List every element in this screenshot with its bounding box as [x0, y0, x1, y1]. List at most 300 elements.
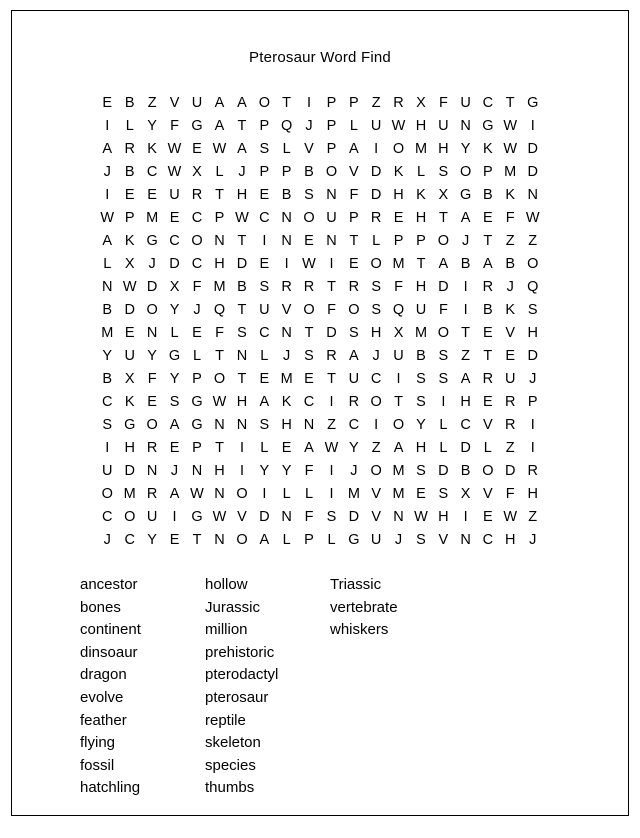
grid-letter: P — [304, 532, 314, 548]
grid-letter: R — [124, 141, 135, 157]
grid-row — [96, 414, 544, 437]
grid-letter: T — [237, 233, 247, 249]
word-list-item: bones — [80, 598, 121, 616]
word-list-item: Triassic — [330, 576, 382, 593]
grid-letter: E — [483, 509, 493, 525]
grid-letter: C — [169, 233, 180, 249]
grid-letter: I — [262, 486, 267, 502]
grid-letter: I — [441, 394, 446, 410]
grid-letter: T — [416, 256, 426, 272]
grid-letter: P — [192, 440, 202, 456]
grid-letter: M — [392, 256, 405, 272]
grid-letter: O — [191, 233, 203, 249]
grid-letter: H — [415, 210, 427, 226]
grid-letter: W — [503, 118, 518, 134]
grid-letter: W — [503, 509, 518, 525]
grid-letter: V — [483, 417, 493, 433]
grid-letter: N — [527, 187, 538, 203]
grid-letter: T — [394, 394, 403, 410]
word-list-item: Jurassic — [205, 598, 261, 616]
grid-letter: T — [215, 187, 224, 203]
grid-letter: Z — [147, 95, 157, 111]
grid-row — [96, 115, 544, 138]
grid-letter: U — [370, 532, 382, 548]
grid-letter: W — [391, 118, 406, 134]
grid-letter: D — [527, 348, 538, 364]
grid-letter: B — [237, 279, 247, 295]
grid-letter: R — [504, 394, 516, 410]
grid-letter: G — [191, 118, 203, 134]
grid-letter: A — [237, 95, 247, 111]
grid-letter: U — [124, 348, 135, 364]
grid-letter: Q — [392, 302, 405, 318]
grid-letter: H — [415, 118, 427, 134]
grid-letter: P — [326, 141, 337, 157]
grid-letter: B — [483, 187, 493, 203]
grid-letter: U — [415, 302, 427, 318]
grid-letter: L — [170, 325, 179, 341]
grid-letter: X — [124, 371, 135, 387]
grid-letter: I — [329, 486, 334, 502]
grid-letter: E — [169, 532, 180, 548]
grid-letter: Z — [505, 233, 515, 249]
grid-letter: E — [483, 325, 493, 341]
grid-letter: T — [304, 325, 314, 341]
grid-letter: U — [146, 509, 158, 525]
grid-letter: I — [374, 141, 379, 157]
grid-letter: O — [258, 95, 270, 111]
grid-letter: S — [438, 371, 449, 387]
word-list-item: continent — [80, 621, 141, 639]
grid-letter: E — [259, 371, 270, 387]
grid-letter: L — [416, 164, 426, 180]
grid-letter: S — [259, 279, 270, 295]
grid-letter: J — [148, 256, 156, 272]
word-list-column-2 — [205, 574, 330, 800]
grid-letter: M — [101, 325, 114, 341]
grid-letter: B — [460, 463, 471, 479]
grid-letter: S — [349, 325, 359, 341]
grid-letter: R — [146, 486, 158, 502]
grid-letter: K — [505, 187, 516, 203]
grid-letter: O — [392, 417, 405, 433]
grid-letter: P — [393, 233, 404, 249]
grid-letter: N — [102, 279, 113, 295]
grid-letter: Z — [528, 233, 538, 249]
grid-letter: V — [483, 486, 493, 502]
grid-letter: O — [146, 302, 158, 318]
grid-letter: T — [237, 118, 247, 134]
grid-letter: W — [414, 509, 428, 525]
grid-letter: L — [192, 348, 202, 364]
grid-letter: S — [102, 417, 113, 433]
grid-letter: L — [215, 164, 224, 180]
grid-letter: V — [438, 532, 449, 548]
grid-letter: D — [460, 440, 471, 456]
grid-letter: X — [192, 164, 202, 180]
grid-letter: C — [482, 95, 494, 111]
grid-letter: O — [392, 141, 405, 157]
grid-letter: N — [460, 532, 471, 548]
grid-letter: N — [303, 417, 315, 433]
grid-letter: O — [124, 509, 136, 525]
grid-letter: P — [214, 210, 225, 226]
grid-letter: F — [327, 302, 336, 318]
grid-letter: P — [281, 164, 292, 180]
word-list-item: species — [205, 756, 256, 774]
grid-letter: S — [438, 486, 449, 502]
grid-letter: E — [192, 325, 202, 341]
grid-letter: R — [348, 279, 360, 295]
grid-letter: D — [259, 509, 270, 525]
grid-letter: T — [215, 440, 224, 456]
grid-letter: D — [124, 302, 135, 318]
grid-letter: O — [236, 486, 248, 502]
grid-letter: I — [284, 256, 289, 272]
grid-letter: B — [505, 256, 516, 272]
grid-letter: G — [191, 417, 203, 433]
word-list-item: flying — [80, 734, 116, 752]
grid-letter: W — [190, 486, 204, 502]
grid-letter: N — [393, 509, 404, 525]
grid-letter: A — [460, 210, 471, 226]
grid-letter: R — [482, 279, 494, 295]
grid-letter: P — [527, 394, 538, 410]
word-list-item: prehistoric — [205, 643, 275, 661]
grid-letter: J — [350, 463, 358, 479]
grid-letter: W — [324, 440, 339, 456]
grid-letter: E — [304, 233, 314, 249]
grid-row — [96, 276, 544, 299]
grid-letter: F — [505, 486, 515, 502]
grid-letter: V — [304, 141, 314, 157]
grid-letter: O — [482, 463, 494, 479]
grid-letter: D — [438, 463, 449, 479]
grid-letter: U — [460, 95, 471, 111]
grid-row — [96, 92, 544, 115]
grid-letter: K — [393, 164, 404, 180]
grid-letter: T — [461, 325, 471, 341]
grid-letter: I — [530, 440, 535, 456]
grid-letter: C — [303, 394, 315, 410]
grid-letter: X — [438, 187, 449, 203]
grid-letter: S — [259, 141, 270, 157]
grid-letter: S — [304, 187, 314, 203]
grid-letter: Z — [327, 417, 336, 433]
grid-letter: J — [529, 371, 537, 387]
grid-letter: C — [482, 532, 494, 548]
word-list-column-3 — [330, 574, 455, 800]
grid-letter: M — [213, 279, 226, 295]
grid-letter: W — [167, 164, 182, 180]
grid-letter: Y — [349, 440, 359, 456]
word-list-item: whiskers — [330, 621, 389, 639]
grid-letter: K — [147, 141, 157, 157]
grid-letter: P — [349, 95, 359, 111]
grid-row — [96, 207, 544, 230]
grid-letter: Q — [213, 302, 226, 318]
grid-letter: H — [236, 187, 248, 203]
grid-letter: G — [191, 509, 203, 525]
grid-letter: E — [483, 210, 493, 226]
grid-letter: A — [259, 394, 270, 410]
grid-letter: W — [100, 210, 115, 226]
grid-letter: I — [239, 463, 244, 479]
grid-letter: I — [463, 279, 468, 295]
grid-letter: J — [394, 532, 403, 548]
grid-letter: P — [259, 118, 270, 134]
grid-letter: S — [304, 348, 314, 364]
grid-letter: O — [527, 256, 539, 272]
grid-letter: C — [102, 509, 113, 525]
grid-letter: L — [439, 440, 448, 456]
grid-letter: F — [147, 371, 157, 387]
grid-letter: N — [236, 348, 248, 364]
grid-letter: W — [122, 279, 137, 295]
grid-letter: T — [237, 302, 247, 318]
grid-letter: L — [282, 486, 291, 502]
grid-letter: S — [416, 463, 426, 479]
grid-letter: U — [169, 187, 180, 203]
grid-letter: N — [146, 463, 158, 479]
grid-letter: A — [483, 256, 493, 272]
grid-row — [96, 322, 544, 345]
grid-letter: T — [192, 532, 202, 548]
grid-row — [96, 506, 544, 529]
grid-letter: O — [437, 325, 449, 341]
word-list-column-1 — [80, 574, 205, 800]
word-list-item: hatchling — [80, 779, 141, 797]
word-search-grid — [96, 92, 544, 552]
word-list-item: vertebrate — [330, 598, 398, 616]
grid-letter: B — [460, 256, 471, 272]
grid-letter: S — [326, 509, 337, 525]
grid-letter: R — [504, 417, 516, 433]
grid-letter: E — [483, 394, 493, 410]
grid-letter: G — [459, 187, 472, 203]
grid-letter: H — [527, 486, 538, 502]
grid-letter: R — [281, 279, 292, 295]
grid-letter: B — [416, 348, 426, 364]
grid-letter: Q — [280, 118, 293, 134]
word-list-item: dragon — [80, 666, 127, 684]
grid-letter: T — [483, 348, 493, 364]
word-list-item: dinsoaur — [80, 643, 138, 661]
grid-letter: C — [370, 371, 382, 387]
grid-letter: H — [281, 417, 292, 433]
grid-letter: T — [215, 348, 224, 364]
grid-letter: N — [281, 233, 292, 249]
grid-letter: H — [415, 279, 427, 295]
grid-letter: J — [461, 233, 470, 249]
grid-row — [96, 460, 544, 483]
grid-letter: E — [169, 440, 180, 456]
grid-letter: E — [259, 256, 270, 272]
grid-letter: S — [169, 394, 180, 410]
grid-letter: O — [101, 486, 113, 502]
grid-letter: J — [238, 164, 246, 180]
grid-letter: Y — [169, 371, 180, 387]
grid-row — [96, 184, 544, 207]
grid-letter: O — [348, 302, 360, 318]
grid-letter: D — [236, 256, 248, 272]
grid-letter: A — [259, 532, 270, 548]
grid-letter: G — [168, 348, 181, 364]
grid-letter: D — [124, 463, 135, 479]
grid-row — [96, 345, 544, 368]
grid-letter: C — [259, 325, 270, 341]
grid-letter: Y — [102, 348, 113, 364]
grid-letter: L — [439, 417, 448, 433]
grid-row — [96, 230, 544, 253]
grid-letter: E — [147, 187, 157, 203]
grid-letter: M — [414, 325, 428, 341]
grid-letter: H — [124, 440, 135, 456]
grid-letter: D — [504, 463, 516, 479]
grid-letter: I — [374, 417, 379, 433]
grid-letter: F — [349, 187, 359, 203]
grid-letter: A — [349, 141, 359, 157]
grid-letter: H — [438, 509, 449, 525]
grid-row — [96, 299, 544, 322]
grid-letter: A — [349, 348, 359, 364]
grid-letter: R — [370, 210, 382, 226]
grid-letter: L — [260, 440, 269, 456]
grid-letter: O — [370, 256, 382, 272]
grid-letter: U — [348, 371, 360, 387]
grid-letter: R — [326, 348, 337, 364]
grid-letter: Z — [371, 95, 381, 111]
grid-letter: B — [281, 187, 292, 203]
grid-letter: D — [146, 279, 158, 295]
grid-letter: H — [527, 325, 538, 341]
grid-row — [96, 437, 544, 460]
grid-letter: J — [372, 348, 380, 364]
grid-letter: P — [326, 95, 337, 111]
grid-letter: F — [192, 279, 202, 295]
grid-letter: E — [393, 210, 404, 226]
grid-letter: N — [326, 233, 337, 249]
grid-letter: K — [505, 302, 516, 318]
grid-letter: H — [438, 141, 449, 157]
grid-letter: I — [329, 463, 334, 479]
grid-letter: U — [102, 463, 113, 479]
grid-letter: T — [282, 95, 292, 111]
grid-letter: R — [191, 187, 203, 203]
grid-letter: U — [438, 118, 449, 134]
grid-letter: T — [237, 371, 247, 387]
grid-letter: S — [259, 417, 270, 433]
grid-letter: Z — [371, 440, 381, 456]
grid-letter: A — [393, 440, 404, 456]
grid-letter: X — [124, 256, 135, 272]
grid-letter: R — [482, 371, 494, 387]
grid-letter: S — [416, 371, 426, 387]
grid-row — [96, 529, 544, 552]
grid-letter: L — [304, 486, 314, 502]
word-list-item: reptile — [205, 711, 246, 729]
grid-letter: S — [527, 302, 538, 318]
grid-letter: W — [525, 210, 540, 226]
grid-letter: O — [303, 210, 315, 226]
grid-row — [96, 253, 544, 276]
grid-letter: O — [325, 164, 338, 180]
grid-letter: O — [303, 302, 315, 318]
grid-letter: V — [349, 164, 359, 180]
grid-letter: M — [280, 371, 293, 387]
grid-letter: H — [214, 463, 225, 479]
grid-letter: M — [414, 141, 428, 157]
grid-letter: H — [370, 325, 382, 341]
grid-letter: B — [304, 164, 314, 180]
grid-letter: A — [214, 118, 225, 134]
grid-letter: P — [259, 164, 270, 180]
grid-letter: W — [503, 141, 518, 157]
grid-letter: M — [392, 463, 405, 479]
grid-letter: R — [393, 95, 404, 111]
grid-letter: T — [505, 95, 515, 111]
grid-letter: N — [281, 509, 292, 525]
word-list-item: pterosaur — [205, 688, 269, 706]
grid-letter: T — [327, 371, 336, 387]
grid-letter: H — [214, 256, 225, 272]
grid-letter: E — [169, 210, 180, 226]
grid-letter: J — [103, 164, 111, 180]
grid-letter: I — [306, 95, 312, 111]
grid-letter: U — [393, 348, 404, 364]
grid-letter: A — [214, 95, 225, 111]
grid-letter: B — [124, 164, 135, 180]
grid-letter: H — [236, 394, 248, 410]
grid-letter: E — [281, 440, 292, 456]
grid-letter: I — [463, 509, 468, 525]
grid-letter: M — [146, 210, 159, 226]
grid-letter: G — [348, 532, 360, 548]
grid-letter: R — [146, 440, 158, 456]
word-list-item: thumbs — [205, 779, 255, 797]
grid-letter: G — [527, 95, 539, 111]
grid-letter: I — [396, 371, 401, 387]
grid-letter: B — [483, 302, 493, 318]
grid-letter: N — [281, 210, 292, 226]
grid-letter: I — [329, 394, 334, 410]
grid-letter: B — [124, 95, 135, 111]
grid-letter: I — [530, 118, 535, 134]
grid-letter: J — [305, 118, 313, 134]
grid-letter: J — [506, 279, 514, 295]
grid-letter: N — [214, 486, 225, 502]
grid-letter: D — [326, 325, 337, 341]
grid-letter: M — [123, 486, 136, 502]
grid-row — [96, 483, 544, 506]
grid-letter: U — [191, 95, 203, 111]
grid-letter: X — [460, 486, 471, 502]
grid-letter: A — [438, 256, 449, 272]
grid-letter: J — [193, 302, 201, 318]
grid-letter: Q — [527, 279, 539, 295]
grid-letter: X — [416, 95, 426, 111]
grid-letter: U — [326, 210, 337, 226]
grid-letter: E — [349, 256, 359, 272]
word-list-item: pterodactyl — [205, 666, 279, 684]
grid-letter: P — [416, 233, 426, 249]
grid-letter: C — [191, 256, 203, 272]
grid-letter: J — [170, 463, 179, 479]
grid-letter: Y — [416, 417, 426, 433]
grid-letter: S — [371, 302, 381, 318]
grid-letter: H — [460, 394, 471, 410]
grid-letter: W — [212, 509, 227, 525]
